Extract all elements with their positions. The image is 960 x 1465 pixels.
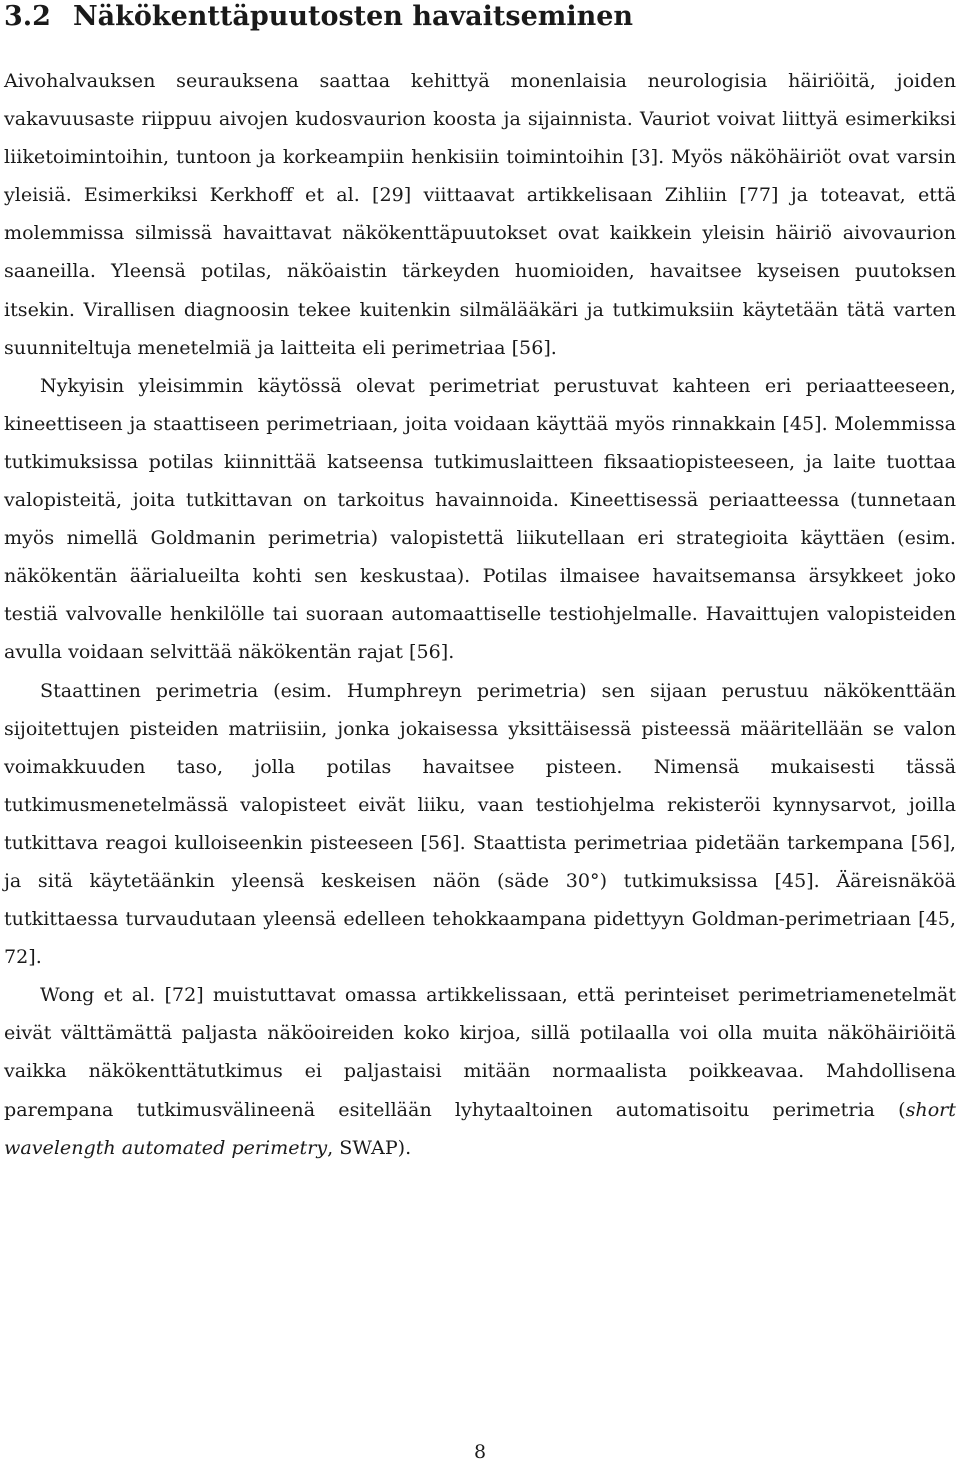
paragraph-text: , SWAP). (327, 1135, 412, 1159)
paragraph-text: Staattinen perimetria (esim. Humphreyn perimetria) sen sijaan perustuu näkökenttään sijoitettujen pisteiden matriisiin, jonka jokaisessa yksittäisessä pisteessä määritellään se valon voimakkuuden taso, jolla potilas havaitsee pisteen. Nimensä mukaisesti tässä tutkimusmenetelmässä valopisteet eivät liiku, vaan testiohjelma rekisteröi kynnysarvot, joilla tutkittava reagoi kulloiseenkin pisteeseen [56]. Staattista perimetriaa pidetään tarkempana [56], ja sitä käytetäänkin yleensä keskeisen näön (säde 30°) tutkimuksissa [45]. Ääreisnäköä tutkittaessa turvaudutaan yleensä edelleen tehokkaampana pidettyyn Goldman-perimetriaan [45, 72]. (4, 678, 956, 969)
section-heading (4, 0, 633, 34)
section-number: 3.2 (4, 1, 51, 32)
paragraph-text: Nykyisin yleisimmin käytössä olevat perimetriat perustuvat kahteen eri periaatteeseen, kineettiseen ja staattiseen perimetriaan, joita voidaan käyttää myös rinnakkain [45]. Molemmissa tutkimuksissa potilas kiinnittää katseensa tutkimuslaitteen fiksaatiopisteeseen, ja laite tuottaa valopisteitä, joita tutkittavan on tarkoitus havainnoida. Kineettisessä periaatteessa (tunnetaan myös nimellä Goldmanin perimetria) valopistettä liikutellaan eri strategioita käyttäen (esim. näkökentän äärialueilta kohti sen keskustaa). Potilas ilmaisee havaitsemansa ärsykkeet joko testiä valvovalle henkilölle tai suoraan automaattiselle testiohjelmalle. Havaittujen valopisteiden avulla voidaan selvittää näkökentän rajat [56]. (4, 373, 956, 664)
body-text (4, 62, 956, 1167)
page-number: 8 (473, 1441, 487, 1463)
paragraph-1 (4, 62, 956, 367)
paragraph-2 (4, 367, 956, 672)
paragraph-text: Wong et al. [72] muistuttavat omassa artikkelissaan, että perinteiset perimetriamenetelmät eivät välttämättä paljasta näköoireiden koko kirjoa, sillä potilaalla voi olla muita näköhäiriöitä vaikka näkökenttätutkimus ei paljastaisi mitään normaalista poikkeavaa. Mahdollisena parempana tutkimusvälineenä esitellään lyhytaaltoinen automatisoitu perimetria ( (4, 983, 956, 1121)
italic-term: short wavelength automated perimetry (4, 1097, 956, 1159)
paragraph-3 (4, 672, 956, 977)
section-title: Näkökenttäpuutosten havaitseminen (72, 1, 634, 32)
paragraph-text: Aivohalvauksen seurauksena saattaa kehittyä monenlaisia neurologisia häiriöitä, joiden vakavuusaste riippuu aivojen kudosvaurion koosta ja sijainnista. Vauriot voivat liittyä esimerkiksi liiketoimintoihin, tuntoon ja korkeampiin henkisiin toimintoihin [3]. Myös näköhäiriöt ovat varsin yleisiä. Esimerkiksi Kerkhoff et al. [29] viittaavat artikkelisaan Zihliin [77] ja toteavat, että molemmissa silmissä havaittavat näkökenttäpuutokset ovat kaikkein yleisin häiriö aivovaurion saaneilla. Yleensä potilas, näköaistin tärkeyden huomioiden, havaitsee kyseisen puutoksen itsekin. Virallisen diagnoosin tekee kuitenkin silmälääkäri ja tutkimuksiin käytetään tätä varten suunniteltuja menetelmiä ja laitteita eli perimetriaa [56]. (4, 69, 956, 359)
paragraph-4 (4, 976, 956, 1166)
